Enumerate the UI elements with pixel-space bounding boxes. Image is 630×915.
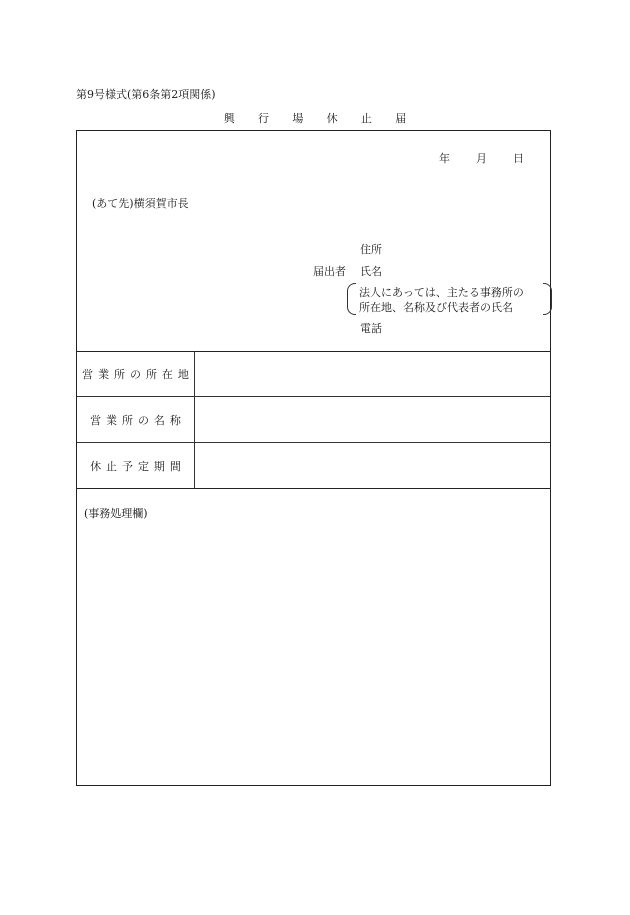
phone-label: 電話 [360, 322, 382, 335]
row-label-period: 休止予定期間 [77, 443, 195, 488]
detail-rows [77, 351, 550, 489]
right-bracket [543, 283, 552, 315]
corporate-note-line1: 法人にあっては、主たる事務所の [359, 286, 524, 299]
form-frame [76, 130, 551, 786]
row-label-location: 営業所の所在地 [77, 351, 195, 396]
date-day: 日 [513, 152, 524, 165]
table-row [77, 397, 550, 443]
row-label-name: 営業所の名称 [77, 397, 195, 442]
corporate-note-line2: 所在地、名称及び代表者の氏名 [359, 301, 513, 314]
office-use-section [77, 489, 550, 785]
form-header [77, 131, 550, 352]
location-field[interactable] [195, 351, 550, 396]
table-row [77, 351, 550, 397]
left-bracket [347, 283, 356, 315]
corporate-note [347, 283, 547, 315]
table-row [77, 443, 550, 489]
date-row [413, 150, 524, 166]
office-name-field[interactable] [195, 397, 550, 442]
name-label: 氏名 [360, 265, 382, 278]
suspension-period-field[interactable] [195, 443, 550, 488]
form-number: 第9号様式(第6条第2項関係) [76, 88, 216, 101]
office-use-label: (事務処理欄) [84, 507, 148, 520]
address-label: 住所 [360, 243, 382, 256]
recipient: (あて先)横須賀市長 [92, 197, 189, 210]
date-month: 月 [476, 152, 487, 165]
notifier-label: 届出者 [313, 265, 346, 278]
date-year: 年 [439, 152, 450, 165]
form-title: 興 行 場 休 止 届 [223, 112, 417, 125]
